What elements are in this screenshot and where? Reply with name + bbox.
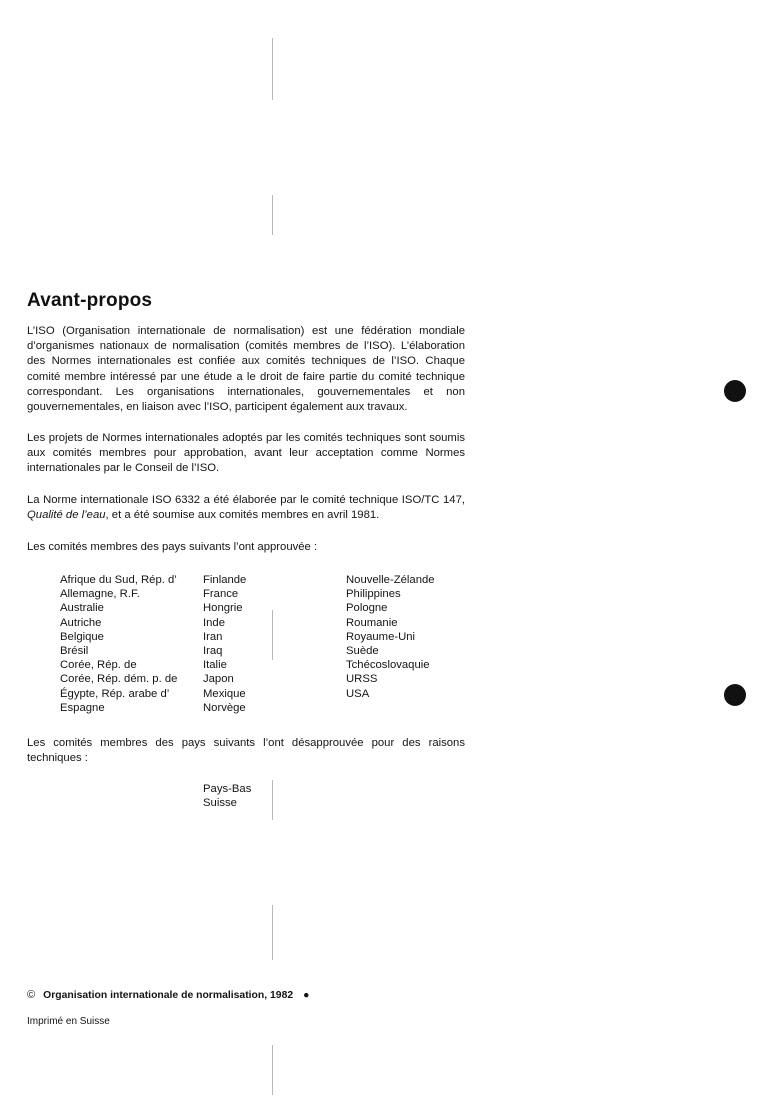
approved-country-item: USA (346, 687, 370, 700)
paragraph-draft-approval: Les projets de Normes internationales adoptés par les comités techniques sont soumis aux comités membres pour approbation, avant leur acceptation comme Normes internationales par le Conseil de l’ISO. (27, 432, 465, 475)
approved-countries-column-3 (346, 573, 435, 701)
scan-artifact-line (272, 1045, 273, 1095)
approved-country-item: Inde (203, 616, 225, 629)
scan-artifact-line (272, 195, 273, 235)
copyright-icon: © (27, 989, 36, 1001)
approved-country-item: Afrique du Sud, Rép. d’ (60, 574, 177, 586)
committee-title: Qualité de l’eau (27, 509, 106, 522)
standard-origin-text: La Norme internationale ISO 6332 a été élaborée par le comité technique ISO/TC 147, (27, 494, 465, 506)
copyright-text: Organisation internationale de normalisation, 1982 (43, 990, 294, 1001)
approved-country-item: Royaume-Uni (346, 630, 416, 643)
approved-country-item: Égypte, Rép. arabe d’ (60, 687, 170, 700)
bullet-icon: ● (303, 990, 310, 1001)
disapproved-countries-list (203, 782, 251, 810)
scan-artifact-line (272, 610, 273, 660)
approved-country-item: Norvège (203, 701, 246, 714)
paragraph-iso-intro: L’ISO (Organisation internationale de normalisation) est une fédération mondiale d’organismes nationaux de normalisation (comités membres de l’ISO). L’élaboration des Normes internationales est confiée aux comités techniques de l’ISO. Chaque comité membre intéressé par une étude a le droit de faire partie du comité technique correspondant. Les organisations internationales, gouvernementales et non gouvernementales, en liaison avec l’ISO, participent également aux travaux. (27, 325, 465, 414)
approved-countries-column-1 (60, 573, 177, 715)
approved-country-item: Mexique (203, 687, 246, 700)
paragraph-approved-intro: Les comités membres des pays suivants l’ont approuvée : (27, 541, 318, 553)
approved-country-item: Allemagne, R.F. (60, 588, 140, 601)
approved-country-item: Hongrie (203, 602, 243, 615)
approved-country-item: Finlande (203, 574, 247, 586)
approved-country-item: Brésil (60, 645, 89, 658)
approved-country-item: Corée, Rép. dém. p. de (60, 673, 178, 686)
printed-in-line: Imprimé en Suisse (27, 1016, 110, 1027)
approved-country-item: Corée, Rép. de (60, 659, 137, 672)
approved-country-item: Iran (203, 630, 223, 643)
page-title: Avant-propos (27, 290, 153, 311)
approved-country-item: Japon (203, 673, 234, 686)
approved-country-item: France (203, 588, 239, 601)
disapproved-country-item: Suisse (203, 797, 237, 810)
approved-country-item: Autriche (60, 616, 102, 629)
approved-country-item: Suède (346, 645, 379, 658)
scan-artifact-line (272, 905, 273, 960)
approved-country-item: Tchécoslovaquie (346, 659, 430, 672)
approved-country-item: Espagne (60, 701, 105, 714)
margin-dot-marker (724, 684, 746, 706)
standard-origin-text-end: , et a été soumise aux comités membres en avril 1981. (105, 509, 380, 522)
approved-country-item: Belgique (60, 630, 104, 643)
disapproved-country-item: Pays-Bas (203, 783, 252, 795)
approved-countries-column-2 (203, 573, 246, 715)
approved-country-item: Iraq (203, 645, 223, 658)
approved-country-item: Italie (203, 659, 227, 672)
margin-dot-marker (724, 380, 746, 402)
approved-country-item: Roumanie (346, 616, 398, 629)
approved-country-item: Philippines (346, 588, 401, 601)
paragraph-disapproved-intro: Les comités membres des pays suivants l’ont désapprouvée pour des raisons techniques : (27, 737, 465, 765)
scan-artifact-line (272, 780, 273, 820)
approved-country-item: URSS (346, 673, 378, 686)
copyright-line (27, 989, 309, 1001)
approved-country-item: Australie (60, 602, 104, 615)
approved-country-item: Nouvelle-Zélande (346, 574, 435, 586)
scan-artifact-line (272, 38, 273, 100)
approved-country-item: Pologne (346, 602, 388, 615)
paragraph-standard-origin (27, 493, 465, 523)
